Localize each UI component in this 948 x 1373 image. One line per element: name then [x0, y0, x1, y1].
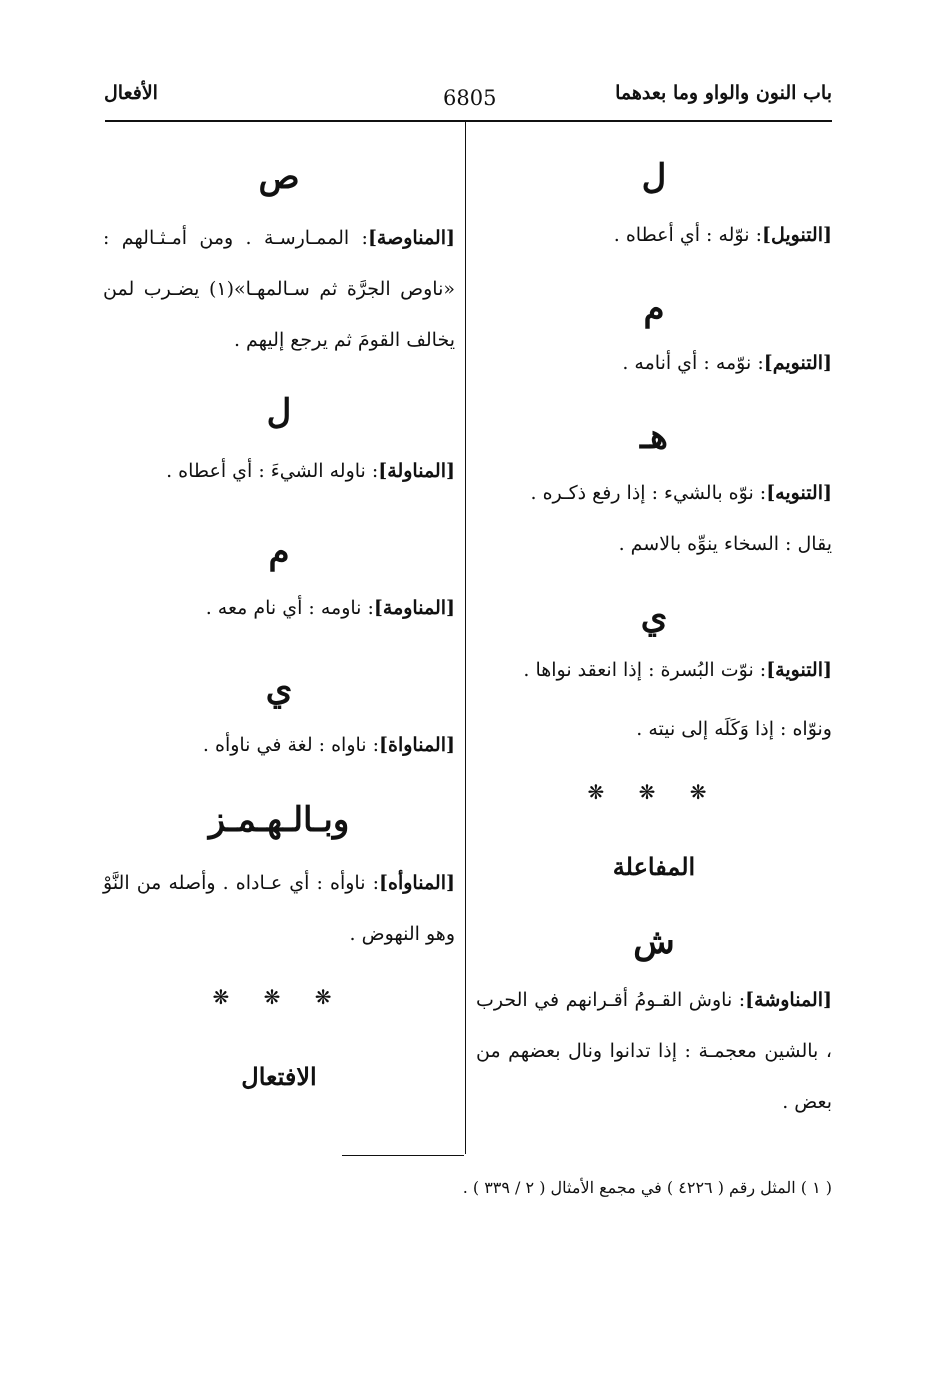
- letter-heading-lam: ل: [641, 157, 667, 197]
- entry-term: [المناومة]: [373, 597, 455, 619]
- entry-term: [التنويه]: [766, 482, 832, 504]
- letter-heading-ya: ي: [640, 597, 668, 637]
- entry-term: [المناولة]: [378, 460, 455, 482]
- entry-text: : نوّت البُسرة : إذا انعقد نواها .: [523, 659, 767, 681]
- letter-heading-ha: هـ: [640, 417, 668, 457]
- entry-text: : ناومه : أي نام معه .: [205, 597, 374, 619]
- entry-term: [التنويم]: [763, 352, 832, 374]
- entry-continuation: يقال : السخاء ينوِّه بالاسم .: [618, 533, 832, 555]
- entry-tanwiya: [476, 645, 832, 755]
- entry-munawasha: [476, 975, 832, 1128]
- letter-heading-mim: م: [643, 289, 665, 329]
- footnote-rule: [342, 1155, 464, 1156]
- entry-text: : نوّله : أي أعطاه .: [613, 224, 762, 246]
- entry-term: [المناوصة]: [367, 227, 455, 249]
- entry-munawala: [103, 446, 455, 497]
- section-separator-stars: ❋ ❋ ❋: [212, 985, 346, 1009]
- entry-munawaa-hamz: [103, 858, 455, 960]
- letter-heading-sad: ص: [258, 157, 300, 197]
- letter-heading-lam: ل: [266, 392, 292, 432]
- entry-text: : الممـارسـة . ومن أمـثـالهم : «ناوص الجرَّة ثم سـالمهـا»(١) يضـرب لمن يخالف القومَ ثم يرجع إليهم .: [103, 227, 455, 351]
- entry-munawasa: [103, 213, 455, 366]
- entry-tanwil: [476, 210, 832, 261]
- page-number: 6805: [443, 86, 497, 110]
- subsection-heading-hamz: وبـالـهـمـز: [208, 800, 350, 840]
- entry-munawama: [103, 583, 455, 634]
- right-column: [476, 0, 832, 1160]
- entry-term: [المناواة]: [379, 734, 455, 756]
- entry-tanwim: [476, 338, 832, 389]
- letter-heading-ya: ي: [265, 669, 293, 709]
- running-header-chapter: باب النون والواو وما بعدهما: [615, 82, 832, 104]
- entry-text: : ناواه : لغة في ناوأه .: [202, 734, 380, 756]
- left-column: [103, 0, 455, 1160]
- entry-term: [التنويل]: [761, 224, 832, 246]
- letter-heading-mim: م: [268, 532, 290, 572]
- entry-text: : نوّه بالشيء : إذا رفع ذكـره .: [530, 482, 767, 504]
- section-heading-mufaala: المفاعلة: [612, 852, 696, 881]
- column-divider: [465, 122, 466, 1154]
- entry-term: [المناوشة]: [745, 989, 832, 1011]
- entry-text: : نوّمه : أي أنامه .: [622, 352, 764, 374]
- letter-heading-shin: ش: [633, 922, 675, 962]
- entry-continuation: ونوّاه : إذا وَكَلَه إلى نيته .: [636, 718, 832, 740]
- section-heading-iftial: الافتعال: [241, 1062, 317, 1091]
- entry-text: : ناوش القـومُ أقـرانهم في الحرب ، بالشين معجمـة : إذا تدانوا ونال بعضهم من بعض .: [476, 989, 832, 1113]
- entry-term: [المناوأه]: [379, 872, 455, 894]
- entry-term: [التنوية]: [766, 659, 832, 681]
- footnote: ( ١ ) المثل رقم ( ٤٢٢٦ ) في مجمع الأمثال ( ٢ / ٣٣٩ ) .: [462, 1178, 832, 1197]
- entry-tanwih: [476, 468, 832, 570]
- section-separator-stars: ❋ ❋ ❋: [587, 780, 721, 804]
- running-header-section: الأفعال: [104, 82, 158, 104]
- entry-munawaa: [103, 720, 455, 771]
- entry-text: : ناوأه : أي عـاداه . وأصله من النَّوْ وهو النهوض .: [103, 872, 455, 945]
- entry-text: : ناوله الشيءَ : أي أعطاه .: [166, 460, 379, 482]
